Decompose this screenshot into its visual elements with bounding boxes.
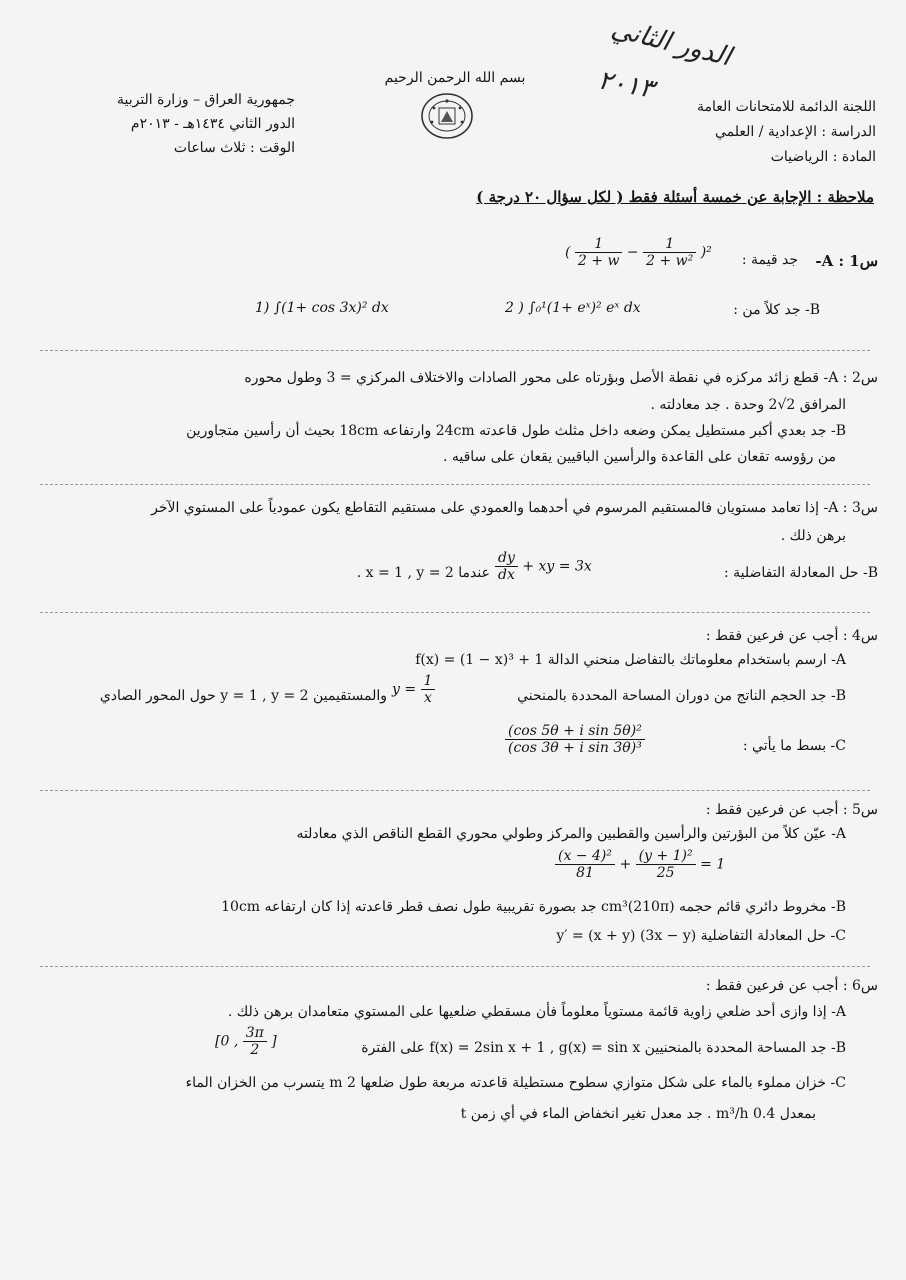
interval-open: [0 , bbox=[215, 1033, 239, 1050]
q6-b-text: B- جد المساحة المحددة بالمنحنيين f(x) = 2sin x + 1 , g(x) = sin x على الفترة bbox=[361, 1040, 846, 1056]
divider bbox=[40, 790, 870, 791]
q6-c-line1: C- خزان مملوء بالماء على شكل متوازي سطوح مستطيلة قاعدته مربعة طول ضلعها 2 m يتسرب من الخزان الماء bbox=[185, 1075, 846, 1091]
equals-one: = 1 bbox=[700, 856, 726, 873]
numerator: 1 bbox=[575, 236, 623, 253]
q6-a: A- إذا وازى أحد ضلعي زاوية قائمة مستوياً معلوماً فأن مسقطي ضلعيها على المستوي متعامدان برهن ذلك . bbox=[227, 1004, 846, 1020]
q6-heading: س6 : أجب عن فرعين فقط : bbox=[705, 978, 878, 994]
header-right bbox=[576, 95, 876, 170]
q4-b-curve bbox=[392, 673, 452, 706]
denominator: x bbox=[424, 690, 432, 706]
q5-b: B- مخروط دائري قائم حجمه (210π)cm³ جد بصورة تقريبية طول نصف قطر قاعدته إذا كان ارتفاعه 10cm bbox=[221, 899, 846, 915]
q3-b-text: B- حل المعادلة التفاضلية : bbox=[723, 565, 878, 581]
fraction-y bbox=[636, 848, 696, 881]
equation-rest: + xy = 3x bbox=[522, 558, 592, 575]
q4-c-text: C- بسط ما يأتي : bbox=[742, 738, 846, 754]
q1-label: س1 : A- bbox=[815, 252, 878, 270]
q1-a-text: جد قيمة : bbox=[741, 252, 798, 268]
q3-b-equation bbox=[495, 550, 645, 583]
q4-b-text2: والمستقيمين y = 1 , y = 2 حول المحور الصادي bbox=[99, 688, 387, 704]
handwritten-note-session: الدور الثاني bbox=[608, 13, 734, 73]
denominator: dx bbox=[498, 567, 515, 583]
q1-b2-integral: 2 ) ∫₀¹(1+ eˣ)² eˣ dx bbox=[505, 300, 641, 316]
q5-a-text: A- عيّن كلاً من البؤرتين والرأسين والقطبين والمركز وطولي محوري القطع الناقص الذي معادلته bbox=[296, 826, 846, 842]
numerator: 3π bbox=[243, 1025, 267, 1042]
handwritten-note-year: ٢٠١٣ bbox=[595, 65, 657, 105]
committee-name: اللجنة الدائمة للامتحانات العامة bbox=[697, 99, 876, 115]
minus-sign: − bbox=[626, 244, 639, 261]
q5-a-ellipse-equation bbox=[555, 848, 775, 881]
exam-duration: الوقت : ثلاث ساعات bbox=[173, 140, 295, 156]
denominator: 2 bbox=[250, 1042, 260, 1058]
divider bbox=[40, 966, 870, 967]
q3-b-condition: عندما x = 1 , y = 2 . bbox=[356, 565, 490, 581]
subject: المادة : الرياضيات bbox=[770, 149, 876, 165]
numerator: 1 bbox=[643, 236, 696, 253]
q5-c: C- حل المعادلة التفاضلية (3x − y) y′ = (x + y) bbox=[556, 928, 846, 944]
basmala: بسم الله الرحمن الرحيم bbox=[384, 70, 526, 86]
numerator: (y + 1)² bbox=[636, 848, 696, 865]
q1-b1-integral: 1) ∫(1+ cos 3x)² dx bbox=[255, 300, 389, 316]
q2-a-line1: س2 : A- قطع زائد مركزه في نقطة الأصل وبؤرتاه على محور الصادات والاختلاف المركزي = 3 وطول محوره bbox=[244, 370, 878, 386]
q4-b-text1: B- جد الحجم الناتج من دوران المساحة المحددة بالمنحني bbox=[517, 688, 846, 704]
fraction bbox=[243, 1025, 267, 1058]
study-branch: الدراسة : الإعدادية / العلمي bbox=[714, 124, 876, 140]
q1-a-expression bbox=[565, 236, 745, 269]
interval-close: ] bbox=[271, 1033, 277, 1050]
ministry-seal-icon bbox=[420, 92, 474, 140]
q3-a-line2: برهن ذلك . bbox=[780, 528, 846, 544]
q6-c-line2: بمعدل 0.4 m³/h . جد معدل تغير انخفاض الماء في أي زمن t bbox=[460, 1106, 816, 1122]
fraction-1 bbox=[575, 236, 623, 269]
q2-b-line1: B- جد بعدي أكبر مستطيل يمكن وضعه داخل مثلث طول قاعدته 24cm وارتفاعه 18cm بحيث أن رأسين متجاورين bbox=[186, 423, 846, 439]
divider bbox=[40, 484, 870, 485]
fraction bbox=[505, 723, 645, 756]
numerator: 1 bbox=[421, 673, 436, 690]
y-equals: y = bbox=[392, 681, 417, 698]
plus-sign: + bbox=[619, 856, 632, 873]
derivative-fraction bbox=[495, 550, 518, 583]
header-left bbox=[40, 88, 295, 160]
fraction bbox=[421, 673, 436, 706]
country-ministry: جمهورية العراق – وزارة التربية bbox=[116, 92, 295, 108]
q4-a: A- ارسم باستخدام معلوماتك بالتفاضل منحني الدالة f(x) = (1 − x)³ + 1 bbox=[415, 652, 846, 668]
denominator: 2 + w² bbox=[646, 253, 694, 269]
q4-heading: س4 : أجب عن فرعين فقط : bbox=[705, 628, 878, 644]
paren-close: )² bbox=[700, 244, 712, 261]
exam-note: ملاحظة : الإجابة عن خمسة أسئلة فقط ( لكل سؤال ٢٠ درجة ) bbox=[476, 188, 874, 206]
denominator: (cos 3θ + i sin 3θ)³ bbox=[508, 740, 642, 756]
fraction-2 bbox=[643, 236, 696, 269]
exam-session: الدور الثاني ١٤٣٤هـ - ٢٠١٣م bbox=[130, 116, 295, 132]
numerator: dy bbox=[495, 550, 518, 567]
numerator: (x − 4)² bbox=[555, 848, 615, 865]
q5-heading: س5 : أجب عن فرعين فقط : bbox=[705, 802, 878, 818]
q6-b-interval bbox=[215, 1025, 305, 1058]
q3-a-line1: س3 : A- إذا تعامد مستويان فالمستقيم المرسوم في أحدهما والعمودي على مستقيم التقاطع يكون عمودياً على المستوي الآخر bbox=[151, 500, 878, 516]
denominator: 2 + w bbox=[577, 253, 620, 269]
denominator: 81 bbox=[576, 865, 594, 881]
divider bbox=[40, 612, 870, 613]
q4-c-expression bbox=[505, 723, 695, 756]
numerator: (cos 5θ + i sin 5θ)² bbox=[505, 723, 645, 740]
divider bbox=[40, 350, 870, 351]
denominator: 25 bbox=[656, 865, 675, 881]
q2-b-line2: من رؤوسه تقعان على القاعدة والرأسين الباقيين يقعان على ساقيه . bbox=[442, 449, 836, 465]
fraction-x bbox=[555, 848, 615, 881]
q1-b-text: B- جد كلاً من : bbox=[733, 302, 820, 318]
paren-open: ( bbox=[565, 244, 571, 261]
q2-a-line2: المرافق 2√2 وحدة . جد معادلته . bbox=[650, 397, 846, 413]
